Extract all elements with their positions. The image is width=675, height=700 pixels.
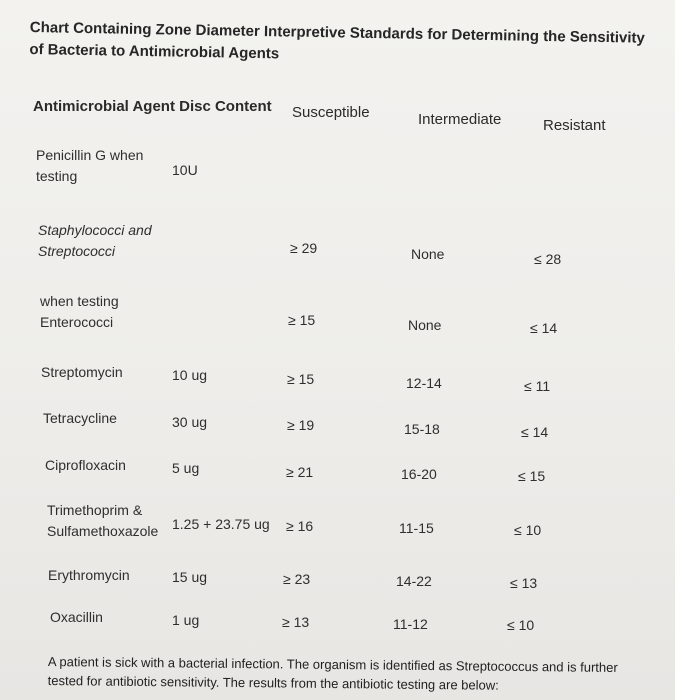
row-staph-resistant: ≤ 28: [534, 251, 562, 267]
row-oxacillin-intermediate: 11-12: [393, 616, 428, 632]
row-streptomycin-resistant: ≤ 11: [524, 378, 551, 394]
header-intermediate: Intermediate: [418, 111, 502, 128]
header-resistant: Resistant: [543, 117, 606, 134]
row-trimethoprim-content: 1.25 + 23.75 ug: [172, 516, 270, 532]
row-trimethoprim-intermediate: 11-15: [399, 520, 434, 536]
row-enterococci-resistant: ≤ 14: [530, 320, 558, 336]
row-tetracycline-content: 30 ug: [172, 414, 208, 430]
row-oxacillin-agent: Oxacillin: [50, 609, 103, 625]
row-tetracycline-agent: Tetracycline: [43, 410, 117, 426]
row-trimethoprim-agent: Trimethoprim & Sulfamethoxazole: [47, 502, 159, 539]
row-enterococci-intermediate: None: [408, 317, 442, 333]
row-erythromycin-content: 15 ug: [172, 569, 208, 585]
row-tetracycline-resistant: ≤ 14: [521, 424, 549, 440]
row-erythromycin-resistant: ≤ 13: [510, 575, 538, 591]
row-oxacillin-content: 1 ug: [172, 612, 200, 628]
row-erythromycin-susceptible: ≥ 23: [283, 571, 311, 587]
row-streptomycin-intermediate: 12-14: [406, 375, 442, 391]
row-penicillin-agent: Penicillin G when testing: [36, 147, 144, 184]
row-oxacillin-susceptible: ≥ 13: [282, 614, 310, 630]
row-ciprofloxacin-agent: Ciprofloxacin: [45, 457, 126, 473]
row-ciprofloxacin-resistant: ≤ 15: [518, 468, 546, 484]
row-oxacillin-resistant: ≤ 10: [507, 617, 535, 633]
row-ciprofloxacin-content: 5 ug: [172, 460, 200, 476]
row-erythromycin-intermediate: 14-22: [396, 573, 432, 589]
page-title: Chart Containing Zone Diameter Interpretive Standards for Determining the Sensitivity of Bacteria to Antimicrobial Agents: [29, 18, 645, 63]
row-enterococci-agent: when testing Enterococci: [40, 293, 119, 330]
header-susceptible: Susceptible: [292, 104, 370, 121]
footer-paragraph: A patient is sick with a bacterial infection. The organism is identified as Streptococcus and is further tested for antibiotic sensitivity. The results from the antibiotic testing are below:: [47, 653, 618, 693]
row-ciprofloxacin-intermediate: 16-20: [401, 466, 437, 482]
row-streptomycin-agent: Streptomycin: [41, 364, 123, 380]
row-trimethoprim-susceptible: ≥ 16: [286, 518, 314, 534]
header-agent: Antimicrobial Agent Disc Content: [33, 98, 272, 115]
row-staph-intermediate: None: [411, 246, 445, 262]
row-tetracycline-intermediate: 15-18: [404, 421, 440, 437]
row-enterococci-susceptible: ≥ 15: [288, 312, 316, 328]
row-staph-susceptible: ≥ 29: [290, 240, 318, 256]
row-erythromycin-agent: Erythromycin: [48, 567, 130, 583]
row-penicillin-content: 10U: [172, 162, 198, 178]
row-trimethoprim-resistant: ≤ 10: [514, 522, 542, 538]
row-ciprofloxacin-susceptible: ≥ 21: [286, 464, 314, 480]
row-staph-agent: Staphylococci and Streptococci: [38, 222, 152, 259]
row-streptomycin-susceptible: ≥ 15: [287, 371, 315, 387]
row-tetracycline-susceptible: ≥ 19: [287, 417, 315, 433]
row-streptomycin-content: 10 ug: [172, 367, 208, 383]
